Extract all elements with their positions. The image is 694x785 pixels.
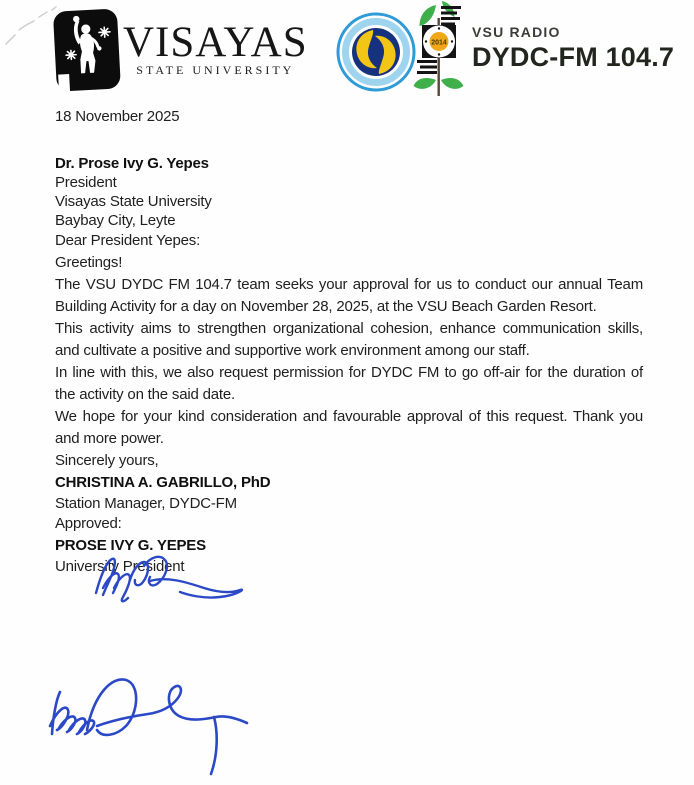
recipient-address: Baybay City, Leyte	[55, 212, 176, 229]
complimentary-closing: Sincerely yours,	[55, 452, 159, 469]
greeting: Greetings!	[55, 254, 123, 271]
body-paragraph-2: This activity aims to strengthen organizational cohesion, enhance communication skills, and cultivate a positive and supportive work environment among our staff.	[55, 320, 643, 359]
sender-title: Station Manager, DYDC-FM	[55, 495, 237, 512]
approval-label: Approved:	[55, 515, 122, 532]
university-name: VISAYAS	[123, 19, 308, 66]
letter-body	[0, 106, 694, 576]
signature-yepes	[42, 668, 262, 780]
radio-station-name: DYDC-FM 104.7	[472, 42, 675, 72]
salutation: Dear President Yepes:	[55, 232, 201, 249]
letter-date: 18 November 2025	[55, 108, 180, 125]
university-subtitle: STATE UNIVERSITY	[136, 63, 295, 77]
anniversary-year: 2014	[431, 39, 447, 47]
approver-title: University President	[55, 558, 185, 575]
recipient-title: President	[55, 174, 117, 191]
radio-station-label: VSU RADIO	[472, 24, 561, 40]
recipient-name: Dr. Prose Ivy G. Yepes	[55, 155, 209, 172]
university-wordmark	[123, 19, 308, 78]
body-paragraph-3: In line with this, we also request permission for DYDC FM to go off-air for the duration of the activity on the said date.	[55, 364, 643, 403]
letterhead	[0, 0, 694, 106]
approver-name: PROSE IVY G. YEPES	[55, 537, 206, 554]
body-paragraph-4: We hope for your kind consideration and favourable approval of this request. Thank you and more power.	[55, 408, 643, 447]
body-paragraph-1: The VSU DYDC FM 104.7 team seeks your approval for us to conduct our annual Team Building Activity for a day on November 28, 2025, at the VSU Beach Garden Resort.	[55, 276, 643, 315]
vsu-seal-icon	[52, 7, 124, 96]
sender-name: CHRISTINA A. GABRILLO, PhD	[55, 474, 271, 491]
radio-station-wordmark	[472, 24, 674, 73]
recipient-block	[55, 154, 643, 230]
kbp-logo-icon	[336, 12, 416, 92]
recipient-institution: Visayas State University	[55, 193, 212, 210]
anniversary-2014-icon	[412, 0, 466, 104]
